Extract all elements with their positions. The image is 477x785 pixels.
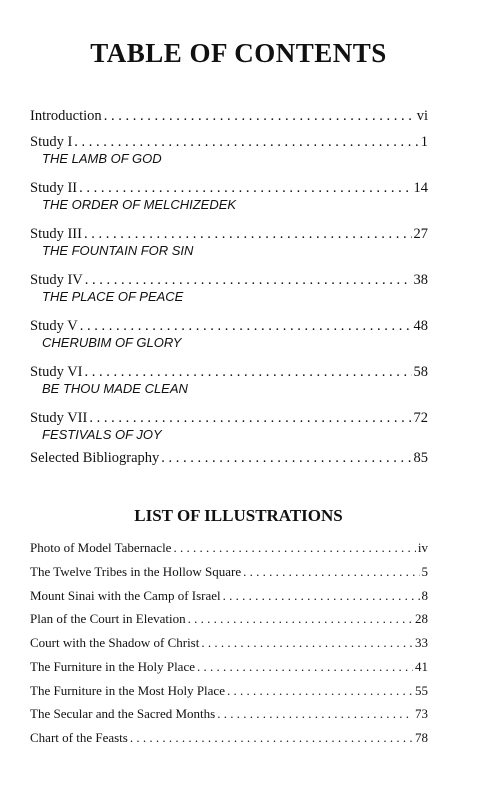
- illustration-label: Chart of the Feasts: [30, 730, 128, 745]
- illustration-entry[interactable]: [30, 560, 428, 584]
- illustration-page-number: 33: [415, 635, 428, 650]
- dot-leader: [85, 271, 412, 289]
- toc-subtitle: THE PLACE OF PEACE: [42, 289, 184, 304]
- dot-leader: [201, 631, 413, 655]
- toc-line: [30, 363, 428, 381]
- illustration-page-number: 55: [415, 682, 428, 698]
- illustration-entry[interactable]: [30, 702, 428, 726]
- toc-line: [30, 409, 428, 427]
- dot-leader: [217, 702, 413, 726]
- illustration-page-number: 78: [415, 730, 428, 745]
- illustration-label: Mount Sinai with the Camp of Israel: [30, 587, 221, 603]
- toc-line: [30, 317, 428, 335]
- toc-label: Introduction: [30, 108, 102, 124]
- dot-leader: [130, 726, 413, 750]
- dot-leader: [80, 317, 412, 335]
- dot-leader: [85, 363, 412, 381]
- toc-line: [30, 107, 428, 125]
- dot-leader: [79, 179, 411, 197]
- illustration-label: Court with the Shadow of Christ: [30, 635, 200, 650]
- illustration-label: Plan of the Court in Elevation: [30, 611, 186, 627]
- illustration-label: Photo of Model Tabernacle: [30, 540, 172, 555]
- toc-subtitle: THE LAMB OF GOD: [42, 151, 162, 166]
- illustration-page-number: iv: [417, 540, 428, 555]
- dot-leader: [223, 584, 420, 608]
- illustration-entry[interactable]: [30, 726, 428, 750]
- toc-line: [30, 449, 428, 467]
- illustration-page-number: 5: [421, 563, 428, 579]
- dot-leader: [84, 225, 412, 243]
- dot-leader: [243, 560, 419, 584]
- dot-leader: [104, 107, 415, 125]
- toc-entry-study-1[interactable]: [30, 133, 428, 169]
- toc-label: Study V: [30, 318, 78, 334]
- toc-line: [30, 225, 428, 243]
- toc-line: [30, 179, 428, 197]
- toc-page-number: 58: [413, 364, 428, 380]
- toc-entry-study-2[interactable]: [30, 179, 428, 215]
- toc-label: Selected Bibliography: [30, 450, 160, 466]
- illustration-label: The Furniture in the Most Holy Place: [30, 682, 225, 698]
- toc-entry-bibliography[interactable]: [30, 449, 428, 467]
- dot-leader: [161, 449, 411, 467]
- dot-leader: [227, 679, 413, 703]
- illustration-page-number: 41: [415, 658, 428, 674]
- toc-page-number: 1: [420, 134, 428, 150]
- toc-page-number: 27: [413, 226, 428, 242]
- toc-entry-study-6[interactable]: [30, 363, 428, 399]
- illustration-entry[interactable]: [30, 607, 428, 631]
- illustration-entry[interactable]: [30, 655, 428, 679]
- illustration-page-number: 8: [421, 587, 428, 603]
- toc-entry-study-5[interactable]: [30, 317, 428, 353]
- illustration-label: The Twelve Tribes in the Hollow Square: [30, 563, 242, 579]
- illustration-page-number: 28: [415, 611, 428, 627]
- toc-page-number: 38: [413, 272, 428, 288]
- toc-label: Study VII: [30, 410, 88, 426]
- toc-subtitle: THE ORDER OF MELCHIZEDEK: [42, 197, 237, 212]
- toc-subtitle: FESTIVALS OF JOY: [42, 427, 162, 442]
- toc-page-number: 14: [413, 180, 428, 196]
- illustration-entry[interactable]: [30, 679, 428, 703]
- toc-entry-study-3[interactable]: [30, 225, 428, 261]
- illustrations-title: LIST OF ILLUSTRATIONS: [134, 506, 343, 525]
- toc-label: Study II: [30, 180, 78, 196]
- toc-page-number: 72: [413, 410, 428, 426]
- dot-leader: [173, 536, 415, 560]
- toc-line: [30, 271, 428, 289]
- toc-page-number: 48: [413, 318, 428, 334]
- toc-page-number: vi: [416, 108, 428, 124]
- toc-title: TABLE OF CONTENTS: [90, 38, 387, 68]
- illustrations-list: [30, 536, 428, 750]
- illustration-entry[interactable]: [30, 536, 428, 560]
- dot-leader: [188, 607, 413, 631]
- toc-subtitle: BE THOU MADE CLEAN: [42, 381, 188, 396]
- illustration-label: The Furniture in the Holy Place: [30, 658, 195, 674]
- toc-label: Study VI: [30, 364, 83, 380]
- toc-entry-introduction[interactable]: [30, 107, 428, 125]
- toc-list: [30, 107, 428, 467]
- toc-entry-study-4[interactable]: [30, 271, 428, 307]
- toc-line: [30, 133, 428, 151]
- toc-label: Study IV: [30, 272, 83, 288]
- toc-label: Study III: [30, 226, 82, 242]
- illustration-label: The Secular and the Sacred Months: [30, 706, 216, 722]
- toc-subtitle: CHERUBIM OF GLORY: [42, 335, 182, 350]
- dot-leader: [197, 655, 413, 679]
- toc-entry-study-7[interactable]: [30, 409, 428, 445]
- toc-subtitle: THE FOUNTAIN FOR SIN: [42, 243, 194, 258]
- illustration-entry[interactable]: [30, 631, 428, 655]
- illustration-page-number: 73: [415, 706, 428, 722]
- toc-label: Study I: [30, 134, 73, 150]
- illustration-entry[interactable]: [30, 584, 428, 608]
- dot-leader: [74, 133, 418, 151]
- dot-leader: [89, 409, 411, 427]
- toc-page-number: 85: [413, 450, 428, 466]
